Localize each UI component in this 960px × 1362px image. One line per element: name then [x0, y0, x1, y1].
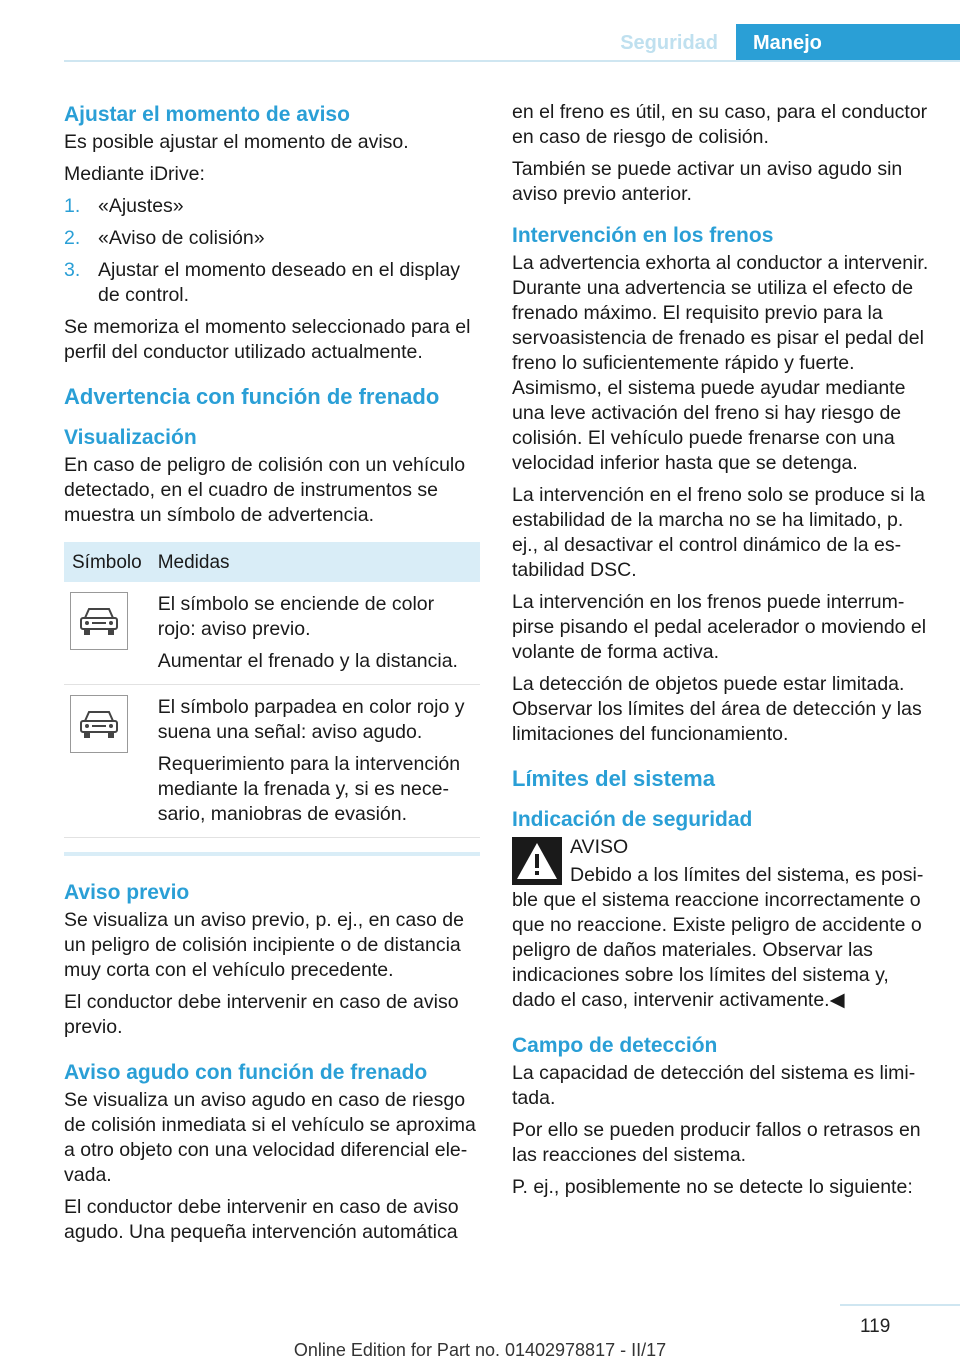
paragraph: Por ello se pueden producir fallos o retrasos en las reacciones del sistema.	[512, 1119, 921, 1166]
table-end-rule	[64, 852, 480, 856]
list-item	[64, 258, 480, 308]
header-tab-seguridad: Seguridad	[620, 31, 718, 54]
heading-indicacion: Indicación de seguridad	[512, 808, 753, 831]
paragraph: Se visualiza un aviso previo, p. ej., en caso de un peligro de colisión incipiente o de distancia muy corta con el vehículo precedente.	[64, 909, 464, 981]
paragraph: en el freno es útil, en su caso, para el conductor en caso de riesgo de colisión.	[512, 101, 928, 148]
paragraph: Mediante iDrive:	[64, 163, 205, 185]
paragraph: La intervención en el freno solo se produce si la estabilidad de la marcha no se ha limitado, p. ej., al desactivar el control dinámico de la estabilidad DSC.	[512, 484, 926, 581]
warning-triangle-icon	[512, 837, 562, 885]
heading-visualizacion: Visualización	[64, 426, 197, 449]
paragraph: La intervención en los frenos puede interrumpirse pisando el pedal acelerador o moviendo el volante de forma activa.	[512, 591, 927, 663]
paragraph: La advertencia exhorta al conductor a intervenir. Durante una advertencia se utiliza el efecto de frenado máximo. El requisito previo para la servoasistencia de frenado es pisar el pedal del freno lo suficientemente rápido y fuerte. Asimismo, el sistema puede ayudar mediante una leve activación del freno si hay riesgo de colisión. El vehículo puede frenarse con una velocidad inferior hasta que se detenga.	[512, 252, 929, 474]
warning-title: AVISO	[570, 836, 629, 858]
paragraph: P. ej., posiblemente no se detecte lo siguiente:	[512, 1176, 913, 1198]
table-row	[64, 582, 480, 685]
right-column	[512, 100, 932, 1207]
paragraph: La detección de objetos puede estar limitada. Observar los límites del área de detección y las limitaciones del funcionamiento.	[512, 673, 922, 745]
warning-text: Debido a los límites del sistema, es posible que el sistema reaccione incorrectamente o que no reaccione. Existe peligro de accidente o peligro de daños materiales. Observar las indicaciones sobre los límites del sistema y, dado el caso, intervenir activamente.◀	[512, 864, 924, 1011]
paragraph: Se memoriza el momento seleccionado para el perfil del conductor utilizado actualmente.	[64, 316, 471, 363]
paragraph: El conductor debe intervenir en caso de aviso previo.	[64, 991, 459, 1038]
paragraph: Requerimiento para la intervención mediante la frenada y, si es necesario, maniobras de evasión.	[157, 753, 461, 825]
symbol-table	[64, 542, 480, 838]
heading-campo: Campo de detección	[512, 1034, 718, 1057]
table-cell-measures	[150, 582, 480, 685]
paragraph: La capacidad de detección del sistema es limitada.	[512, 1062, 916, 1109]
step-text: «Aviso de colisión»	[98, 227, 265, 249]
header-tab-manejo: Manejo	[736, 24, 960, 62]
steps-list	[64, 194, 480, 308]
header-rule	[64, 60, 960, 62]
table-row	[64, 685, 480, 838]
step-text: «Ajustes»	[98, 195, 184, 217]
heading-aviso-agudo: Aviso agudo con función de frenado	[64, 1061, 428, 1084]
edition-footer: Online Edition for Part no. 01402978817 - II/17	[293, 1340, 667, 1360]
table-cell-symbol	[64, 685, 150, 838]
heading-intervencion: Intervención en los frenos	[512, 224, 774, 247]
page-number: 119	[860, 1316, 891, 1337]
car-front-icon	[70, 695, 128, 753]
table-cell-symbol	[64, 582, 150, 685]
table-cell-measures	[150, 685, 480, 838]
heading-advertencia: Advertencia con función de frenado	[64, 384, 440, 409]
paragraph: Se visualiza un aviso agudo en caso de riesgo de colisión inmediata si el vehículo se aproxima a otro objeto con una velocidad diferencial elevada.	[64, 1089, 476, 1186]
heading-aviso-previo: Aviso previo	[64, 881, 190, 904]
car-front-icon	[70, 592, 128, 650]
step-number: 2.	[64, 227, 81, 249]
heading-ajustar: Ajustar el momento de aviso	[64, 103, 350, 126]
list-item	[64, 194, 480, 219]
safety-warning	[512, 835, 932, 1013]
paragraph: Aumentar el frenado y la distancia.	[157, 650, 458, 672]
paragraph: El conductor debe intervenir en caso de aviso agudo. Una pequeña intervención automática	[64, 1196, 459, 1243]
paragraph: El símbolo se enciende de color rojo: aviso previo.	[157, 593, 435, 640]
paragraph: También se puede activar un aviso agudo sin aviso previo anterior.	[512, 158, 903, 205]
footer-rule	[840, 1304, 960, 1306]
list-item	[64, 226, 480, 251]
paragraph: Es posible ajustar el momento de aviso.	[64, 131, 409, 153]
table-header-symbol: Símbolo	[64, 542, 150, 582]
step-text: Ajustar el momento deseado en el display de control.	[98, 259, 461, 306]
step-number: 1.	[64, 195, 81, 217]
paragraph: El símbolo parpadea en color rojo y suena una señal: aviso agudo.	[157, 696, 465, 743]
table-header-measures: Medidas	[150, 542, 480, 582]
step-number: 3.	[64, 259, 81, 281]
paragraph: En caso de peligro de colisión con un vehículo detectado, en el cuadro de instrumentos se muestra un símbolo de advertencia.	[64, 454, 466, 526]
left-column	[64, 100, 480, 1252]
heading-limites: Límites del sistema	[512, 766, 715, 791]
